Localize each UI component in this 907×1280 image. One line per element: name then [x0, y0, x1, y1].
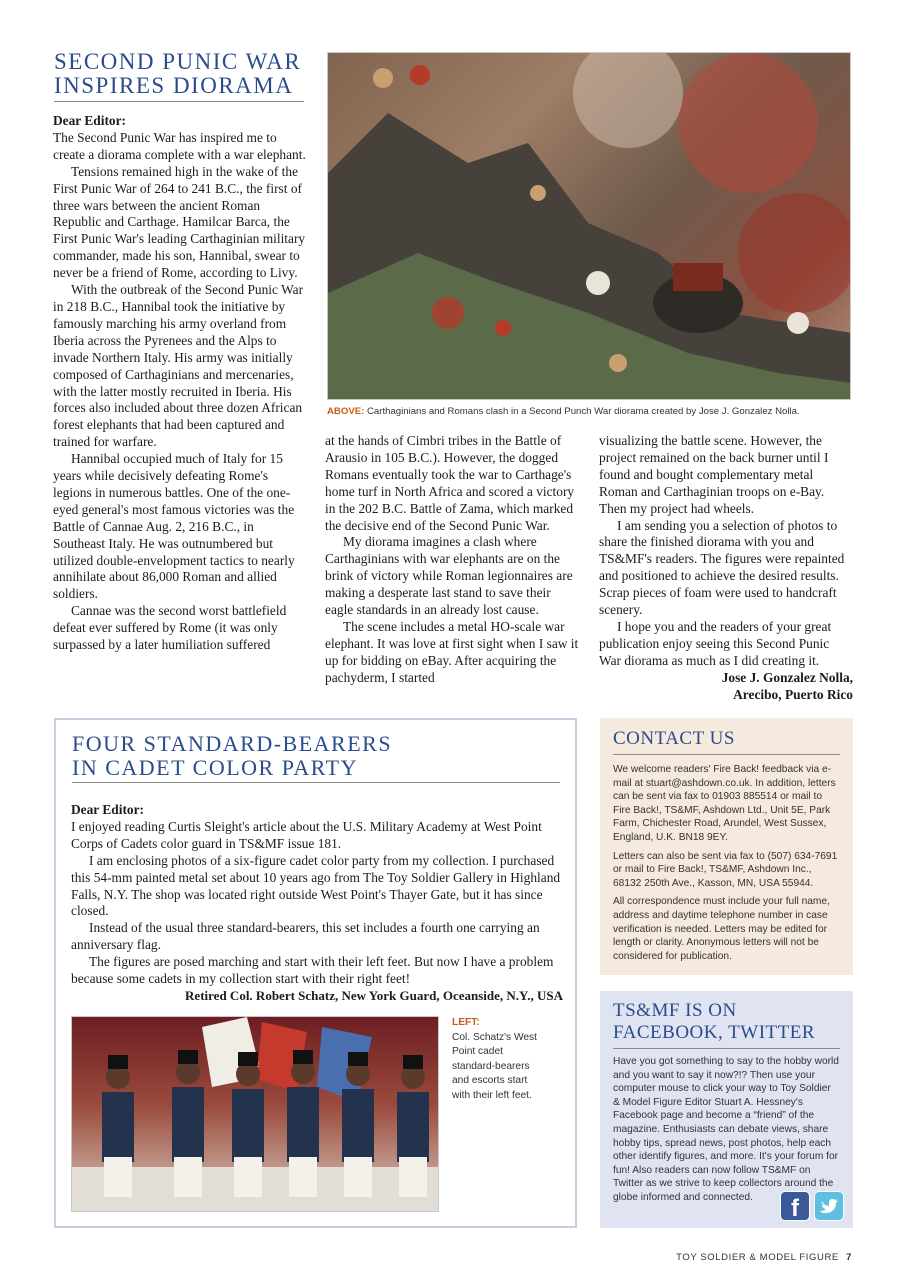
article2-text — [71, 802, 563, 1005]
article1-paragraph: I am sending you a selection of photos to share the finished diorama with you and TS&MF's readers. The figures were repainted and positioned to achieve the desired results. Scrap pieces of foam were used to handcraft scenery. — [599, 517, 845, 618]
contact-paragraph: All correspondence must include your full name, address and daytime telephone number in case verification is needed. Letters may be edited for length or clarity. Anonymous letters will not be considered for publication. — [613, 896, 830, 962]
caption-lead: ABOVE: — [327, 406, 365, 417]
social-text: Have you got something to say to the hobby world and you want to say it now?!? Then use your computer mouse to click your way to Toy Soldier & Model Figure Editor Stuart A. Hessney's Facebook page and become a “friend” of the magazine. Enthusiasts can debate views, share hobby tips, spread news, post photos, help each other identify figures, and more. It's your forum for fun! Also readers can now follow TS&MF on Twitter as we strive to keep collectors around the globe informed and connected. — [613, 1056, 839, 1203]
article1-signature: Jose J. Gonzalez Nolla, Arecibo, Puerto Rico — [721, 669, 853, 702]
article1-paragraph: Tensions remained high in the wake of the First Punic War of 264 to 241 B.C., the first of three wars between the ancient Roman Republic and Carthage. Hamilcar Barca, the First Punic War's leading Carthaginian military commander, made his son, Hannibal, swear to never be a friend of Rome, according to Livy. — [53, 163, 306, 281]
article1-column-1 — [53, 113, 306, 654]
caption-lead: LEFT: — [452, 1017, 480, 1028]
article1-paragraph: With the outbreak of the Second Punic War in 218 B.C., Hannibal took the initiative by famously marching his army overland from Iberia across the Pyrenees and the Alps to invade Northern Italy. His army was initially composed of Carthaginians and mercenaries, with the latter mostly recruited in Iberia. His forces also included about three dozen African forest elephants that had been captured and trained for warfare. — [53, 282, 304, 450]
caption-text: Carthaginians and Romans clash in a Second Punch War diorama created by Jose J. Gonzalez Nolla. — [366, 406, 800, 417]
article2-signature: Retired Col. Robert Schatz, New York Guard, Oceanside, N.Y., USA — [185, 987, 563, 1003]
article1-paragraph: at the hands of Cimbri tribes in the Battle of Arausio in 105 B.C.). However, the dogged Romans eventually took the war to Carthage's home turf in North Africa and scored a victory in the 202 B.C. Battle of Zama, which marked the decisive end of the Second Punic War. — [325, 433, 575, 533]
cadet-figures-illustration — [72, 1017, 439, 1212]
article2-paragraph: I am enclosing photos of a six-figure cadet color party from my collection. I purchased this 54-mm painted metal set about 10 years ago from The Toy Soldier Gallery in Highland Falls, N.Y. The shop was located right outside West Point's Thayer Gate, but it has since closed. — [71, 852, 561, 919]
article1-paragraph: The scene includes a metal HO-scale war elephant. It was love at first sight when I saw it up for bidding on eBay. After acquiring the pachyderm, I started — [325, 618, 579, 685]
article1-column-3 — [599, 433, 853, 704]
article1-paragraph: visualizing the battle scene. However, the project remained on the back burner until I found and bought complementary metal Roman and Carthaginian troops on e-Bay. Then my project had wheels. — [599, 433, 829, 516]
article2-headline: FOUR STANDARD-BEARERS IN CADET COLOR PARTY — [72, 731, 393, 780]
article2-salutation: Dear Editor: — [71, 802, 145, 817]
footer-page-number: 7 — [846, 1252, 852, 1263]
footer-magazine: TOY SOLDIER & MODEL FIGURE — [676, 1252, 839, 1263]
twitter-icon[interactable] — [814, 1191, 844, 1221]
article2-headline-rule — [72, 782, 560, 783]
article1-headline: SECOND PUNIC WAR INSPIRES DIORAMA — [54, 49, 302, 98]
article2-paragraph: The figures are posed marching and start with their left feet. But now I have a problem because some cadets in my collection start with their right feet! — [71, 954, 554, 987]
article1-paragraph: The Second Punic War has inspired me to create a diorama complete with a war elephant. — [53, 129, 306, 162]
article2-caption — [452, 1016, 540, 1103]
contact-headline: CONTACT US — [613, 728, 735, 749]
page-footer — [640, 1252, 852, 1263]
cadet-photo — [71, 1016, 439, 1212]
social-headline-rule — [613, 1048, 840, 1049]
article1-headline-rule — [54, 101, 304, 102]
twitter-bird-glyph — [815, 1192, 843, 1220]
social-headline: TS&MF IS ON FACEBOOK, TWITTER — [613, 1000, 816, 1043]
contact-headline-rule — [613, 754, 840, 755]
diorama-photo — [327, 52, 851, 400]
article1-paragraph: Hannibal occupied much of Italy for 15 years while decisively defeating Rome's legions in numerous battles. One of the one-eyed general's most famous victories was the Battle of Cannae Aug. 2, 216 B.C., in Southeast Italy. He was outnumbered but utilized double-envelopment tactics to nearly annihilate about 86,000 Roman and allied soldiers. — [53, 451, 295, 602]
article1-paragraph: I hope you and the readers of your great publication enjoy seeing this Second Punic War diorama as much as I did creating it. — [599, 618, 832, 668]
contact-paragraph: Letters can also be sent via fax to (507) 634-7691 or mail to Fire Back!, TS&MF, Ashdown Inc., 68132 250th Ave., Kasson, MN, USA 55944. — [613, 850, 838, 889]
article1-column-2 — [325, 433, 579, 687]
contact-paragraph: We welcome readers' Fire Back! feedback via e-mail at stuart@ashdown.co.uk. In addition, letters can be sent via fax to 01903 885514 or mail to Fire Back!, TS&MF, Ashdown Ltd., Unit 5E, Park Farm, Chichester Road, Arundel, West Sussex, England, U.K. BN18 9EY. — [613, 764, 836, 843]
article1-paragraph: My diorama imagines a clash where Carthaginians with war elephants are on the brink of victory while Roman legionnaires are making a desperate last stand to save their eagle standards in an already lost cause. — [325, 534, 573, 618]
diorama-illustration — [328, 53, 851, 400]
caption-text: Col. Schatz's West Point cadet standard-bearers and escorts start with their left feet. — [452, 1031, 537, 1101]
article2-paragraph: I enjoyed reading Curtis Sleight's article about the U.S. Military Academy at West Point Corps of Cadets color guard in TS&MF issue 181. — [71, 818, 542, 851]
article1-caption — [327, 406, 857, 418]
article1-salutation: Dear Editor: — [53, 113, 127, 128]
contact-box — [600, 718, 853, 975]
facebook-icon[interactable]: f — [780, 1191, 810, 1221]
article2-paragraph: Instead of the usual three standard-bearers, this set includes a fourth one carrying an anniversary flag. — [71, 920, 540, 953]
article1-paragraph: Cannae was the second worst battlefield defeat ever suffered by Rome (it was only surpassed by a later humiliation suffered — [53, 603, 287, 653]
